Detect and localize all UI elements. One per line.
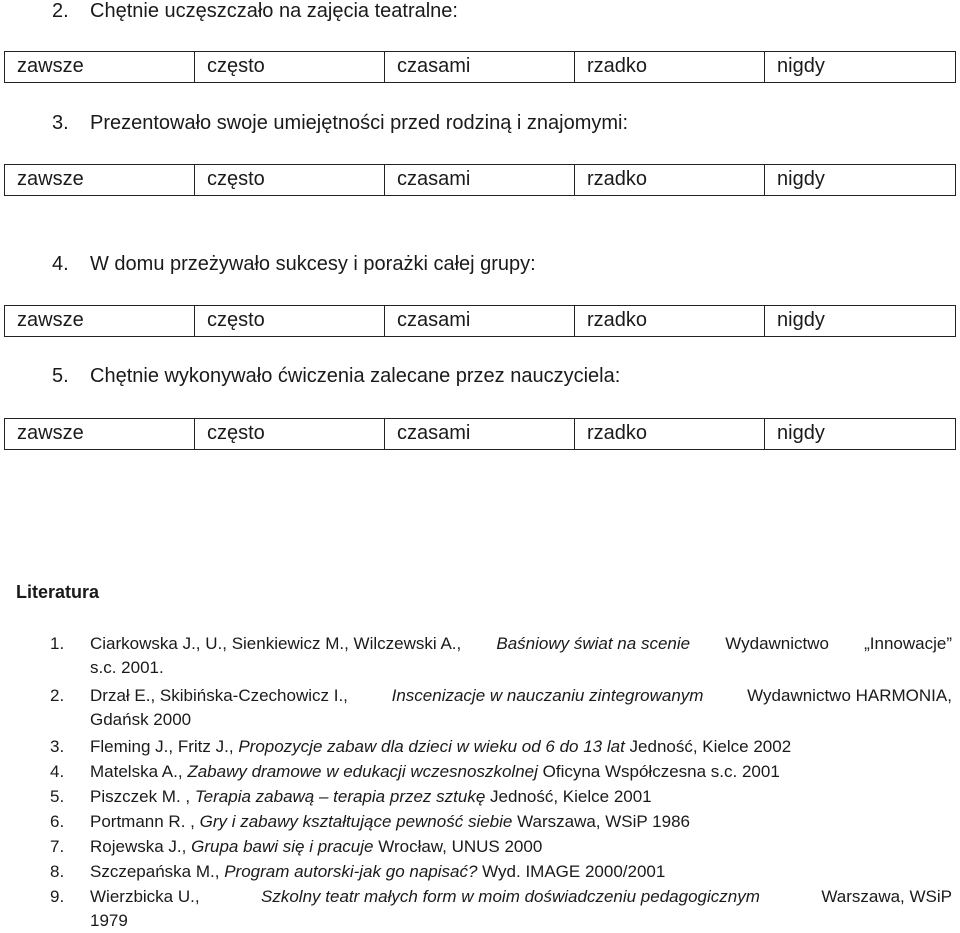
- options-table-q2: [4, 51, 956, 83]
- option-czasami[interactable]: czasami: [385, 165, 575, 195]
- option-zawsze[interactable]: zawsze: [5, 419, 195, 449]
- option-czasami[interactable]: czasami: [385, 419, 575, 449]
- reference-title: Szkolny teatr małych form w moim doświadczeniu pedagogicznym: [261, 887, 760, 906]
- option-czesto[interactable]: często: [195, 419, 385, 449]
- question-number: 4.: [52, 253, 69, 275]
- reference-number: 9.: [50, 887, 65, 906]
- reference-publisher: Warszawa, WSiP: [821, 887, 952, 906]
- reference-title: Inscenizacje w nauczaniu zintegrowanym: [391, 686, 704, 705]
- option-czasami[interactable]: czasami: [385, 52, 575, 82]
- option-nigdy[interactable]: nigdy: [777, 422, 825, 444]
- reference-authors: Fleming J., Fritz J.,: [90, 737, 234, 756]
- option-zawsze[interactable]: zawsze: [5, 165, 195, 195]
- option-zawsze[interactable]: zawsze: [5, 306, 195, 336]
- reference-continuation: 1979: [90, 911, 128, 930]
- option-rzadko[interactable]: rzadko: [575, 419, 765, 449]
- reference-title: Grupa bawi się i pracuje: [191, 837, 374, 856]
- reference-publisher: Oficyna Współczesna s.c. 2001: [542, 762, 780, 781]
- reference-number: 6.: [50, 812, 65, 831]
- option-czesto[interactable]: często: [195, 52, 385, 82]
- question-text: W domu przeżywało sukcesy i porażki całej grupy:: [90, 253, 536, 275]
- options-table-q3: [4, 164, 956, 196]
- option-rzadko[interactable]: rzadko: [575, 306, 765, 336]
- option-czasami[interactable]: czasami: [385, 306, 575, 336]
- option-rzadko[interactable]: rzadko: [575, 52, 765, 82]
- reference-publisher: Jedność, Kielce 2001: [490, 787, 652, 806]
- reference-title: Program autorski-jak go napisać?: [224, 862, 478, 881]
- reference-authors: Matelska A.,: [90, 762, 183, 781]
- reference-authors: Wierzbicka U.,: [90, 887, 200, 906]
- reference-line: [90, 632, 952, 656]
- question-text: Chętnie uczęszczało na zajęcia teatralne:: [90, 0, 458, 22]
- reference-number: 7.: [50, 837, 65, 856]
- option-nigdy[interactable]: nigdy: [777, 168, 825, 190]
- reference-number: 2.: [50, 686, 65, 705]
- reference-line: [90, 885, 952, 909]
- reference-publisher-name: „Innowacje”: [864, 634, 952, 653]
- reference-number: 4.: [50, 762, 65, 781]
- reference-continuation: s.c. 2001.: [90, 658, 164, 677]
- option-czesto[interactable]: często: [195, 306, 385, 336]
- reference-title: Baśniowy świat na scenie: [496, 634, 691, 653]
- reference-number: 3.: [50, 737, 65, 756]
- reference-authors: Rojewska J.,: [90, 837, 187, 856]
- option-nigdy[interactable]: nigdy: [777, 55, 825, 77]
- reference-publisher: Wrocław, UNUS 2000: [378, 837, 543, 856]
- reference-authors: Drzał E., Skibińska-Czechowicz I.,: [90, 686, 348, 705]
- reference-authors: Piszczek M. ,: [90, 787, 191, 806]
- question-number: 2.: [52, 0, 69, 22]
- reference-publisher: Jedność, Kielce 2002: [629, 737, 792, 756]
- reference-publisher: Wydawnictwo: [725, 634, 829, 653]
- option-zawsze[interactable]: zawsze: [5, 52, 195, 82]
- option-nigdy[interactable]: nigdy: [777, 309, 825, 331]
- question-text: Chętnie wykonywało ćwiczenia zalecane przez nauczyciela:: [90, 365, 621, 387]
- question-number: 5.: [52, 365, 69, 387]
- options-table-q5: [4, 418, 956, 450]
- reference-continuation: Gdańsk 2000: [90, 710, 192, 729]
- reference-title: Terapia zabawą – terapia przez sztukę: [194, 787, 486, 806]
- reference-authors: Portmann R. ,: [90, 812, 195, 831]
- reference-publisher: Wyd. IMAGE 2000/2001: [482, 862, 666, 881]
- question-number: 3.: [52, 112, 69, 134]
- reference-number: 1.: [50, 634, 65, 653]
- reference-authors: Ciarkowska J., U., Sienkiewicz M., Wilczewski A.,: [90, 634, 462, 653]
- option-rzadko[interactable]: rzadko: [575, 165, 765, 195]
- literature-heading: Literatura: [16, 582, 100, 602]
- reference-number: 5.: [50, 787, 65, 806]
- reference-authors: Szczepańska M.,: [90, 862, 220, 881]
- reference-title: Zabawy dramowe w edukacji wczesnoszkolnej: [187, 762, 538, 781]
- reference-title: Gry i zabawy kształtujące pewność siebie: [199, 812, 513, 831]
- options-table-q4: [4, 305, 956, 337]
- reference-line: [90, 684, 952, 708]
- reference-number: 8.: [50, 862, 65, 881]
- reference-publisher: Wydawnictwo HARMONIA,: [747, 686, 952, 705]
- reference-title: Propozycje zabaw dla dzieci w wieku od 6 do 13 lat: [238, 737, 625, 756]
- reference-publisher: Warszawa, WSiP 1986: [517, 812, 690, 831]
- question-text: Prezentowało swoje umiejętności przed rodziną i znajomymi:: [90, 112, 629, 134]
- option-czesto[interactable]: często: [195, 165, 385, 195]
